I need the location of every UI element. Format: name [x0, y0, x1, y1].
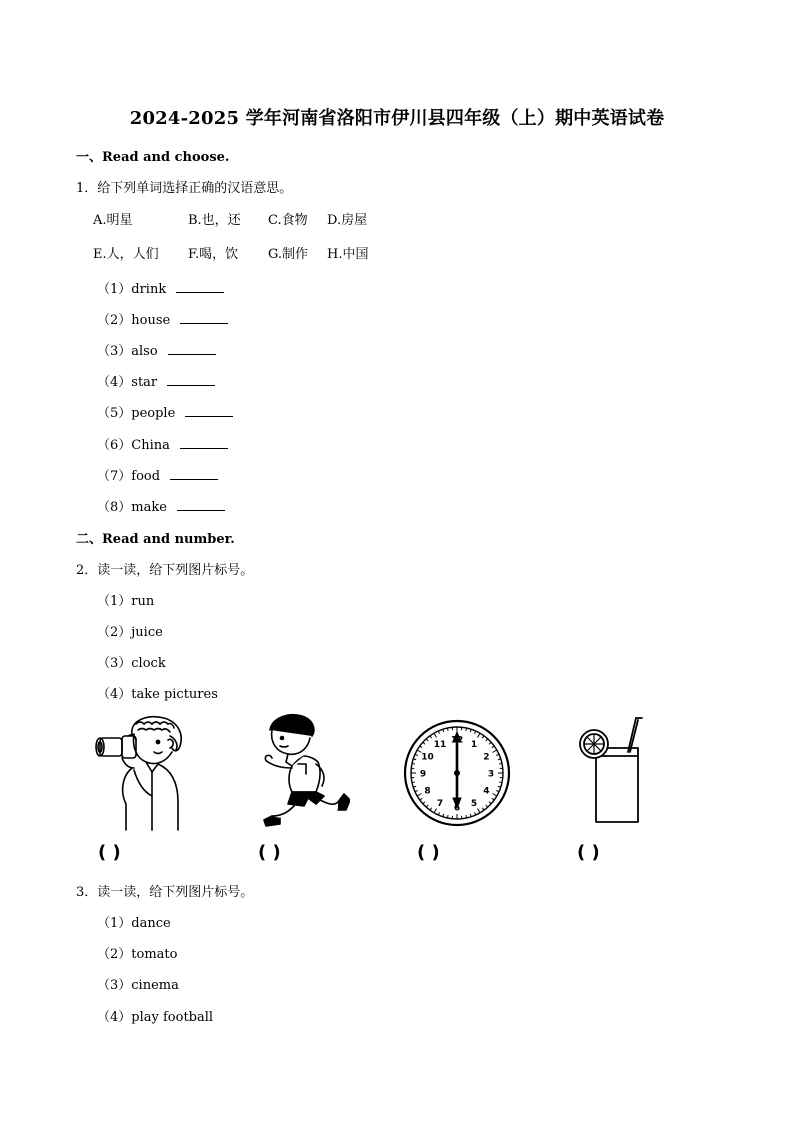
- q3-item: （3）cinema: [97, 978, 179, 993]
- q1-item-text: （4）star: [97, 375, 158, 390]
- clock-tick: [420, 746, 422, 748]
- clock-tick: [415, 754, 418, 755]
- clock-tick: [447, 815, 448, 818]
- q1-item-text: （2）house: [97, 313, 171, 328]
- clock-icon: [402, 718, 512, 828]
- option-a: A.明星: [93, 213, 133, 228]
- answer-blank[interactable]: [180, 311, 228, 324]
- answer-blank[interactable]: [170, 467, 218, 480]
- q2-item: （2）juice: [97, 625, 163, 640]
- section-2-heading: 二、Read and number.: [76, 532, 235, 547]
- clock-tick: [496, 754, 499, 755]
- q3-item: （1）dance: [97, 916, 171, 931]
- clock-numeral: 3: [487, 769, 495, 780]
- q1-item-text: （5）people: [97, 406, 176, 421]
- answer-blank[interactable]: [168, 342, 216, 355]
- answer-bracket[interactable]: ( ): [258, 842, 281, 863]
- clock-numeral: 4: [483, 786, 490, 797]
- juice-glass-icon: [574, 714, 646, 826]
- q3-item: （2）tomato: [97, 947, 178, 962]
- q1-item: [97, 309, 228, 328]
- option-c: C.食物: [268, 213, 308, 228]
- q2-item: （4）take pictures: [97, 687, 218, 702]
- option-f: F.喝，饮: [188, 247, 239, 262]
- clock-tick: [486, 805, 488, 807]
- clock-tick: [478, 809, 481, 813]
- clock-tick: [499, 763, 502, 764]
- clock-tick: [420, 798, 422, 800]
- q1-item: [97, 340, 216, 359]
- q1-item: [97, 434, 228, 453]
- option-b: B.也，还: [188, 213, 241, 228]
- answer-bracket[interactable]: ( ): [417, 842, 440, 863]
- q1-item-text: （7）food: [97, 469, 161, 484]
- question-1-stem: 1．给下列单词选择正确的汉语意思。: [76, 181, 293, 196]
- clock-tick: [489, 742, 491, 744]
- option-g: G.制作: [268, 247, 309, 262]
- section-1-heading: 一、Read and choose.: [76, 150, 230, 165]
- option-d: D.房屋: [327, 213, 368, 228]
- question-2-stem: 2．读一读，给下列图片标号。: [76, 563, 254, 578]
- clock-tick: [466, 728, 467, 731]
- clock-tick: [486, 739, 488, 741]
- q1-item-text: （3）also: [97, 344, 158, 359]
- clock-tick: [447, 728, 448, 731]
- clock-numeral: 5: [470, 798, 478, 809]
- clock-tick: [478, 733, 481, 737]
- q1-item: [97, 465, 218, 484]
- clock-tick: [417, 794, 421, 797]
- clock-numeral: 8: [424, 786, 431, 797]
- q1-item: [97, 402, 233, 421]
- clock-numeral: 7: [436, 798, 444, 809]
- clock-tick: [438, 812, 439, 815]
- q1-item-text: （8）make: [97, 500, 167, 515]
- clock-tick: [426, 739, 428, 741]
- q1-item: [97, 371, 215, 390]
- clock-numeral: 6: [453, 803, 461, 814]
- answer-blank[interactable]: [176, 280, 224, 293]
- clock-tick: [496, 790, 499, 791]
- clock-numeral: 2: [483, 752, 490, 763]
- clock-tick: [474, 731, 475, 734]
- q1-item-text: （1）drink: [97, 282, 167, 297]
- q2-item: （1）run: [97, 594, 155, 609]
- clock-tick: [412, 782, 415, 783]
- q3-item: （4）play football: [97, 1010, 214, 1025]
- q1-item: [97, 496, 225, 515]
- q1-item: [97, 278, 224, 297]
- clock-numeral: 11: [433, 740, 447, 751]
- clock-tick: [426, 805, 428, 807]
- answer-bracket[interactable]: ( ): [98, 842, 121, 863]
- clock-tick: [482, 736, 484, 738]
- clock-tick: [474, 812, 475, 815]
- answer-blank[interactable]: [167, 373, 215, 386]
- clock-tick: [423, 802, 425, 804]
- clock-tick: [430, 736, 432, 738]
- camera-boy-icon: [92, 712, 188, 832]
- clock-tick: [499, 782, 502, 783]
- clock-tick: [492, 798, 494, 800]
- clock-tick: [482, 808, 484, 810]
- clock-tick: [466, 815, 467, 818]
- clock-tick: [438, 731, 439, 734]
- clock-tick: [415, 790, 418, 791]
- page-title: 2024-2025 学年河南省洛阳市伊川县四年级（上）期中英语试卷: [129, 108, 665, 129]
- clock-tick: [423, 742, 425, 744]
- question-3-stem: 3．读一读，给下列图片标号。: [76, 885, 254, 900]
- clock-tick: [492, 746, 494, 748]
- clock-numeral: 12: [450, 735, 464, 746]
- clock-tick: [489, 802, 491, 804]
- q2-item: （3）clock: [97, 656, 166, 671]
- clock-tick: [430, 808, 432, 810]
- clock-tick: [434, 733, 437, 737]
- clock-tick: [412, 763, 415, 764]
- answer-blank[interactable]: [177, 498, 225, 511]
- running-boy-icon: [258, 712, 350, 828]
- clock-numeral: 1: [470, 740, 478, 751]
- option-h: H.中国: [327, 247, 369, 262]
- option-e: E.人，人们: [93, 247, 159, 262]
- clock-tick: [434, 809, 437, 813]
- clock-tick: [493, 794, 497, 797]
- answer-blank[interactable]: [185, 404, 233, 417]
- answer-blank[interactable]: [180, 436, 228, 449]
- answer-bracket[interactable]: ( ): [577, 842, 600, 863]
- clock-numeral: 9: [419, 769, 427, 780]
- clock-numeral: 10: [421, 752, 434, 763]
- q1-item-text: （6）China: [97, 438, 170, 453]
- clock-tick: [493, 750, 497, 753]
